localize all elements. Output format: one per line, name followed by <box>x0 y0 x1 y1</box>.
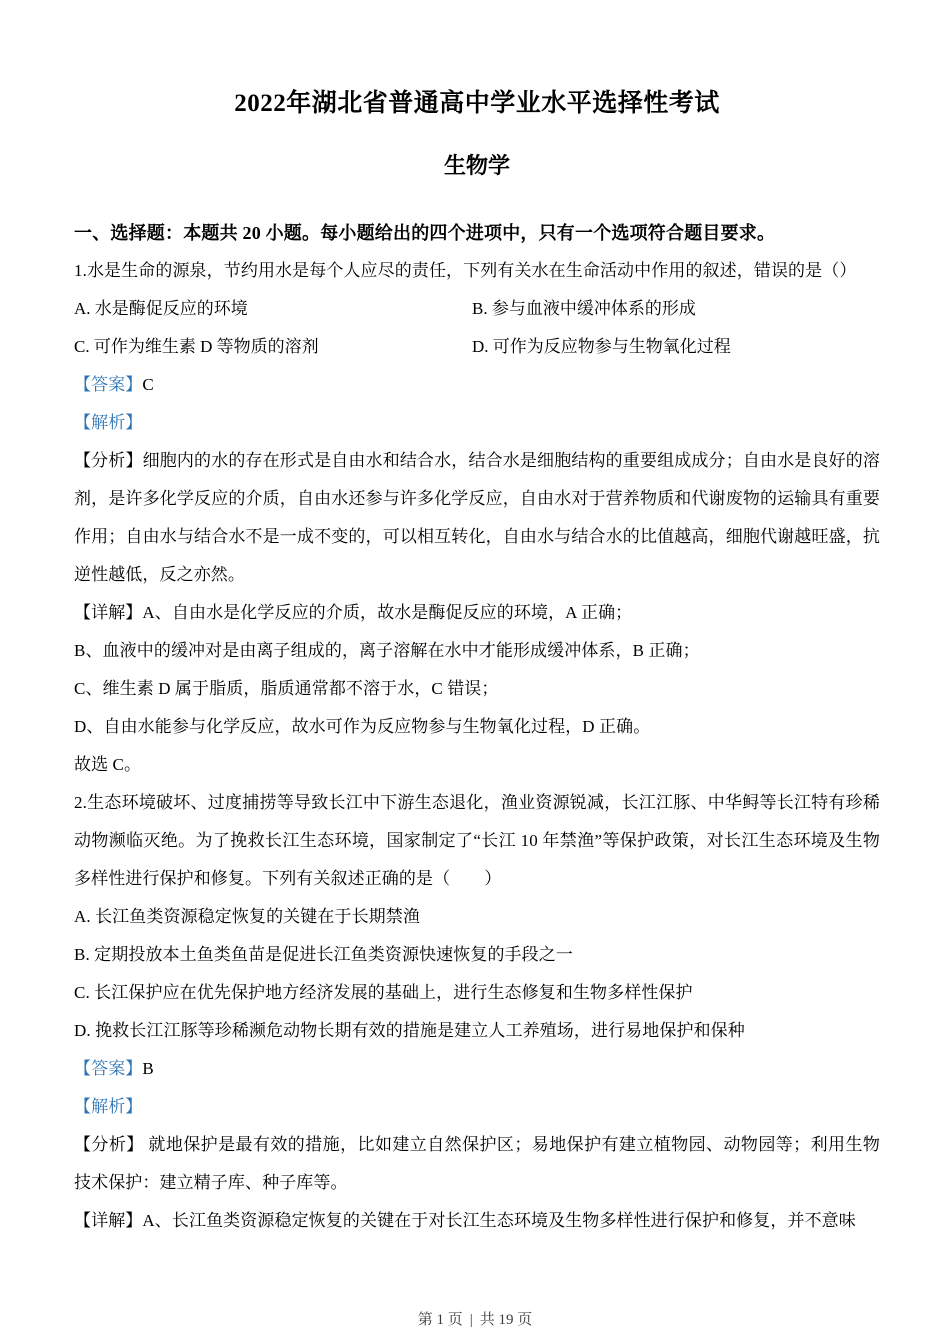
question-1-stem <box>74 252 880 290</box>
question-1-option-b[interactable]: B. 参与血液中缓冲体系的形成 <box>472 298 696 318</box>
question-2-detail-a <box>74 1202 880 1240</box>
question-2-option-b[interactable]: B. 定期投放本土鱼类鱼苗是促进长江鱼类资源快速恢复的手段之一 <box>74 944 573 964</box>
question-1-analysis <box>74 442 880 594</box>
question-2-explanation-label <box>74 1088 880 1126</box>
question-2-answer-letter: B <box>142 1058 154 1078</box>
footer-separator: | <box>469 1312 473 1328</box>
question-2-option-a[interactable]: A. 长江鱼类资源稳定恢复的关键在于长期禁渔 <box>74 906 420 926</box>
question-1-stem-text: 水是生命的源泉，节约用水是每个人应尽的责任，下列有关水在生命活动中作用的叙述，错误的是（ <box>86 260 840 280</box>
page-footer <box>0 1310 950 1330</box>
section-heading: 一、选择题：本题共 20 小题。每小题给出的四个进项中，只有一个选项符合题目要求。 <box>74 222 776 243</box>
question-1-detail-a <box>74 594 880 632</box>
footer-current-page: 第 1 页 <box>417 1312 463 1328</box>
question-1-option-a[interactable]: A. 水是酶促反应的环境 <box>74 298 248 318</box>
explanation-label: 【解析】 <box>74 412 143 432</box>
question-2-number: 2. <box>74 792 87 812</box>
question-1-explanation-label <box>74 404 880 442</box>
question-2-answer <box>74 1050 880 1088</box>
analysis-label: 【分析】 <box>74 1134 144 1154</box>
question-1-option-d[interactable]: D. 可作为反应物参与生物氧化过程 <box>472 336 731 356</box>
question-2-analysis-text: 就地保护是最有效的措施，比如建立自然保护区；易地保护有建立植物园、动物园等；利用生物技术保护：建立精子库、种子库等。 <box>74 1134 880 1192</box>
question-2-analysis <box>74 1126 880 1202</box>
page-content <box>74 0 880 1240</box>
answer-label: 【答案】 <box>74 1058 143 1078</box>
question-2-stem-text: 生态环境破坏、过度捕捞等导致长江中下游生态退化，渔业资源锐减，长江江豚、中华鲟等长江特有珍稀动物濒临灭绝。为了挽救长江生态环境，国家制定了“长江 10 年禁渔”等保护政策，对长江生态环境及生物多样性进行保护和修复。下列有关叙述正确的是（ ） <box>74 792 880 888</box>
question-1-number: 1. <box>74 260 87 280</box>
question-1-detail-c: C、维生素 D 属于脂质，脂质通常都不溶于水，C 错误； <box>74 678 499 698</box>
detail-label: 【详解】 <box>74 602 143 622</box>
question-1-detail-d: D、自由水能参与化学反应，故水可作为反应物参与生物氧化过程，D 正确。 <box>74 716 651 736</box>
question-1-options-row-2 <box>74 328 880 366</box>
analysis-label: 【分析】 <box>74 450 143 470</box>
question-2-detail-a-text: A、长江鱼类资源稳定恢复的关键在于对长江生态环境及生物多样性进行保护和修复，并不意味 <box>142 1210 856 1230</box>
page-title: 2022年湖北省普通高中学业水平选择性考试 <box>234 90 720 117</box>
question-1-conclusion: 故选 C。 <box>74 754 142 774</box>
question-1-answer <box>74 366 880 404</box>
question-1-stem-tail: ） <box>839 260 857 280</box>
question-1-detail-b: B、血液中的缓冲对是由离子组成的，离子溶解在水中才能形成缓冲体系，B 正确； <box>74 640 700 660</box>
question-1-analysis-text: 细胞内的水的存在形式是自由水和结合水，结合水是细胞结构的重要组成成分；自由水是良好的溶剂，是许多化学反应的介质，自由水还参与许多化学反应，自由水对于营养物质和代谢废物的运输具有重要作用；自由水与结合水不是一成不变的，可以相互转化，自由水与结合水的比值越高，细胞代谢越旺盛，抗逆性越低，反之亦然。 <box>74 450 880 584</box>
question-2-stem <box>74 784 880 898</box>
explanation-label: 【解析】 <box>74 1096 143 1116</box>
question-1-option-c[interactable]: C. 可作为维生素 D 等物质的溶剂 <box>74 336 319 356</box>
detail-label: 【详解】 <box>74 1210 143 1230</box>
answer-label: 【答案】 <box>74 374 143 394</box>
question-1-options-row-1 <box>74 290 880 328</box>
question-2-option-c[interactable]: C. 长江保护应在优先保护地方经济发展的基础上，进行生态修复和生物多样性保护 <box>74 982 693 1002</box>
subject-title: 生物学 <box>443 153 510 179</box>
question-2-option-d[interactable]: D. 挽救长江江豚等珍稀濒危动物长期有效的措施是建立人工养殖场，进行易地保护和保种 <box>74 1020 745 1040</box>
question-1-answer-letter: C <box>142 374 154 394</box>
footer-total-pages: 共 19 页 <box>479 1312 533 1328</box>
question-1-detail-a-text: A、自由水是化学反应的介质，故水是酶促反应的环境，A 正确； <box>142 602 633 622</box>
